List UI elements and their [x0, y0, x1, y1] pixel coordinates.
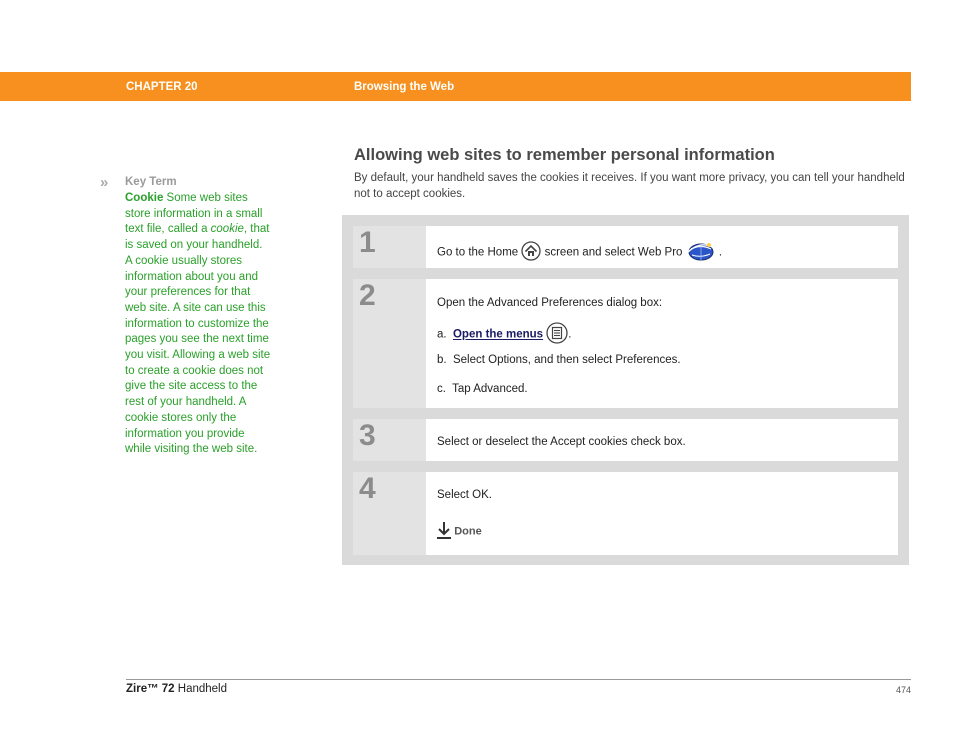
open-menus-link[interactable]: Open the menus: [452, 328, 544, 341]
key-term-sidebar: [100, 176, 272, 458]
substep-a-after: .: [568, 328, 572, 341]
step-3: [353, 419, 898, 461]
definition-text-1: Some web sites store information in a small text file, called a: [125, 192, 263, 236]
key-term-definition: [125, 191, 272, 458]
definition-text-2: , that is saved on your handheld. A cookie usually stores information about you and your preferences for that web site. A site can use this information to customize the pages you see the next time you visit. Allowing a web site to create a cookie does not give the site access to the rest of your handheld. A cookie stores only the information you provide while visiting the web site.: [125, 223, 271, 456]
substep-label: b.: [437, 354, 447, 366]
substep-label: a.: [437, 328, 447, 341]
step-1-text-after: .: [718, 246, 723, 259]
down-arrow-done-icon: [437, 521, 451, 542]
chapter-number: CHAPTER 20: [126, 81, 198, 93]
key-term-word: Cookie: [125, 192, 164, 204]
done-marker: [437, 521, 482, 542]
section-intro: By default, your handheld saves the cookies it receives. If you want more privacy, you can tell your handheld not to accept cookies.: [354, 172, 905, 200]
substep-c: [437, 383, 528, 395]
step-2: [353, 279, 898, 408]
step-number: 1: [359, 226, 376, 259]
key-term-label: Key Term: [125, 176, 177, 188]
substep-b: [437, 354, 681, 366]
step-1-text-before: Go to the Home: [437, 246, 519, 259]
menu-icon[interactable]: [546, 322, 568, 347]
section-heading: Allowing web sites to remember personal information: [354, 146, 775, 164]
double-chevron-icon: »: [100, 174, 107, 191]
substep-b-text: Select Options, and then select Preferences.: [452, 354, 681, 366]
chapter-title: Browsing the Web: [354, 81, 455, 93]
step-2-text: Open the Advanced Preferences dialog box:: [437, 297, 663, 309]
substep-c-text: Tap Advanced.: [452, 383, 528, 395]
done-label: Done: [454, 525, 482, 538]
key-term-heading: [100, 174, 272, 191]
step-3-text: Select or deselect the Accept cookies check box.: [437, 436, 686, 448]
step-1-text-middle: screen and select Web Pro: [544, 246, 683, 259]
chapter-header-bar: [0, 72, 911, 101]
step-1: [353, 226, 898, 268]
substep-label: c.: [437, 383, 446, 395]
substep-a: [437, 322, 572, 347]
page-number: 474: [895, 685, 911, 695]
steps-panel: [342, 215, 909, 565]
footer-product: [126, 683, 227, 695]
step-4-text: Select OK.: [437, 489, 492, 501]
home-icon[interactable]: [521, 241, 541, 264]
web-pro-globe-icon[interactable]: [686, 240, 716, 265]
step-number: 2: [359, 279, 376, 312]
product-suffix: Handheld: [174, 683, 228, 695]
step-number: 4: [359, 472, 376, 505]
product-name: Zire™ 72: [126, 683, 175, 695]
step-number: 3: [359, 419, 376, 452]
definition-italic: cookie: [210, 223, 244, 236]
step-4: [353, 472, 898, 555]
footer-divider: [126, 679, 911, 680]
